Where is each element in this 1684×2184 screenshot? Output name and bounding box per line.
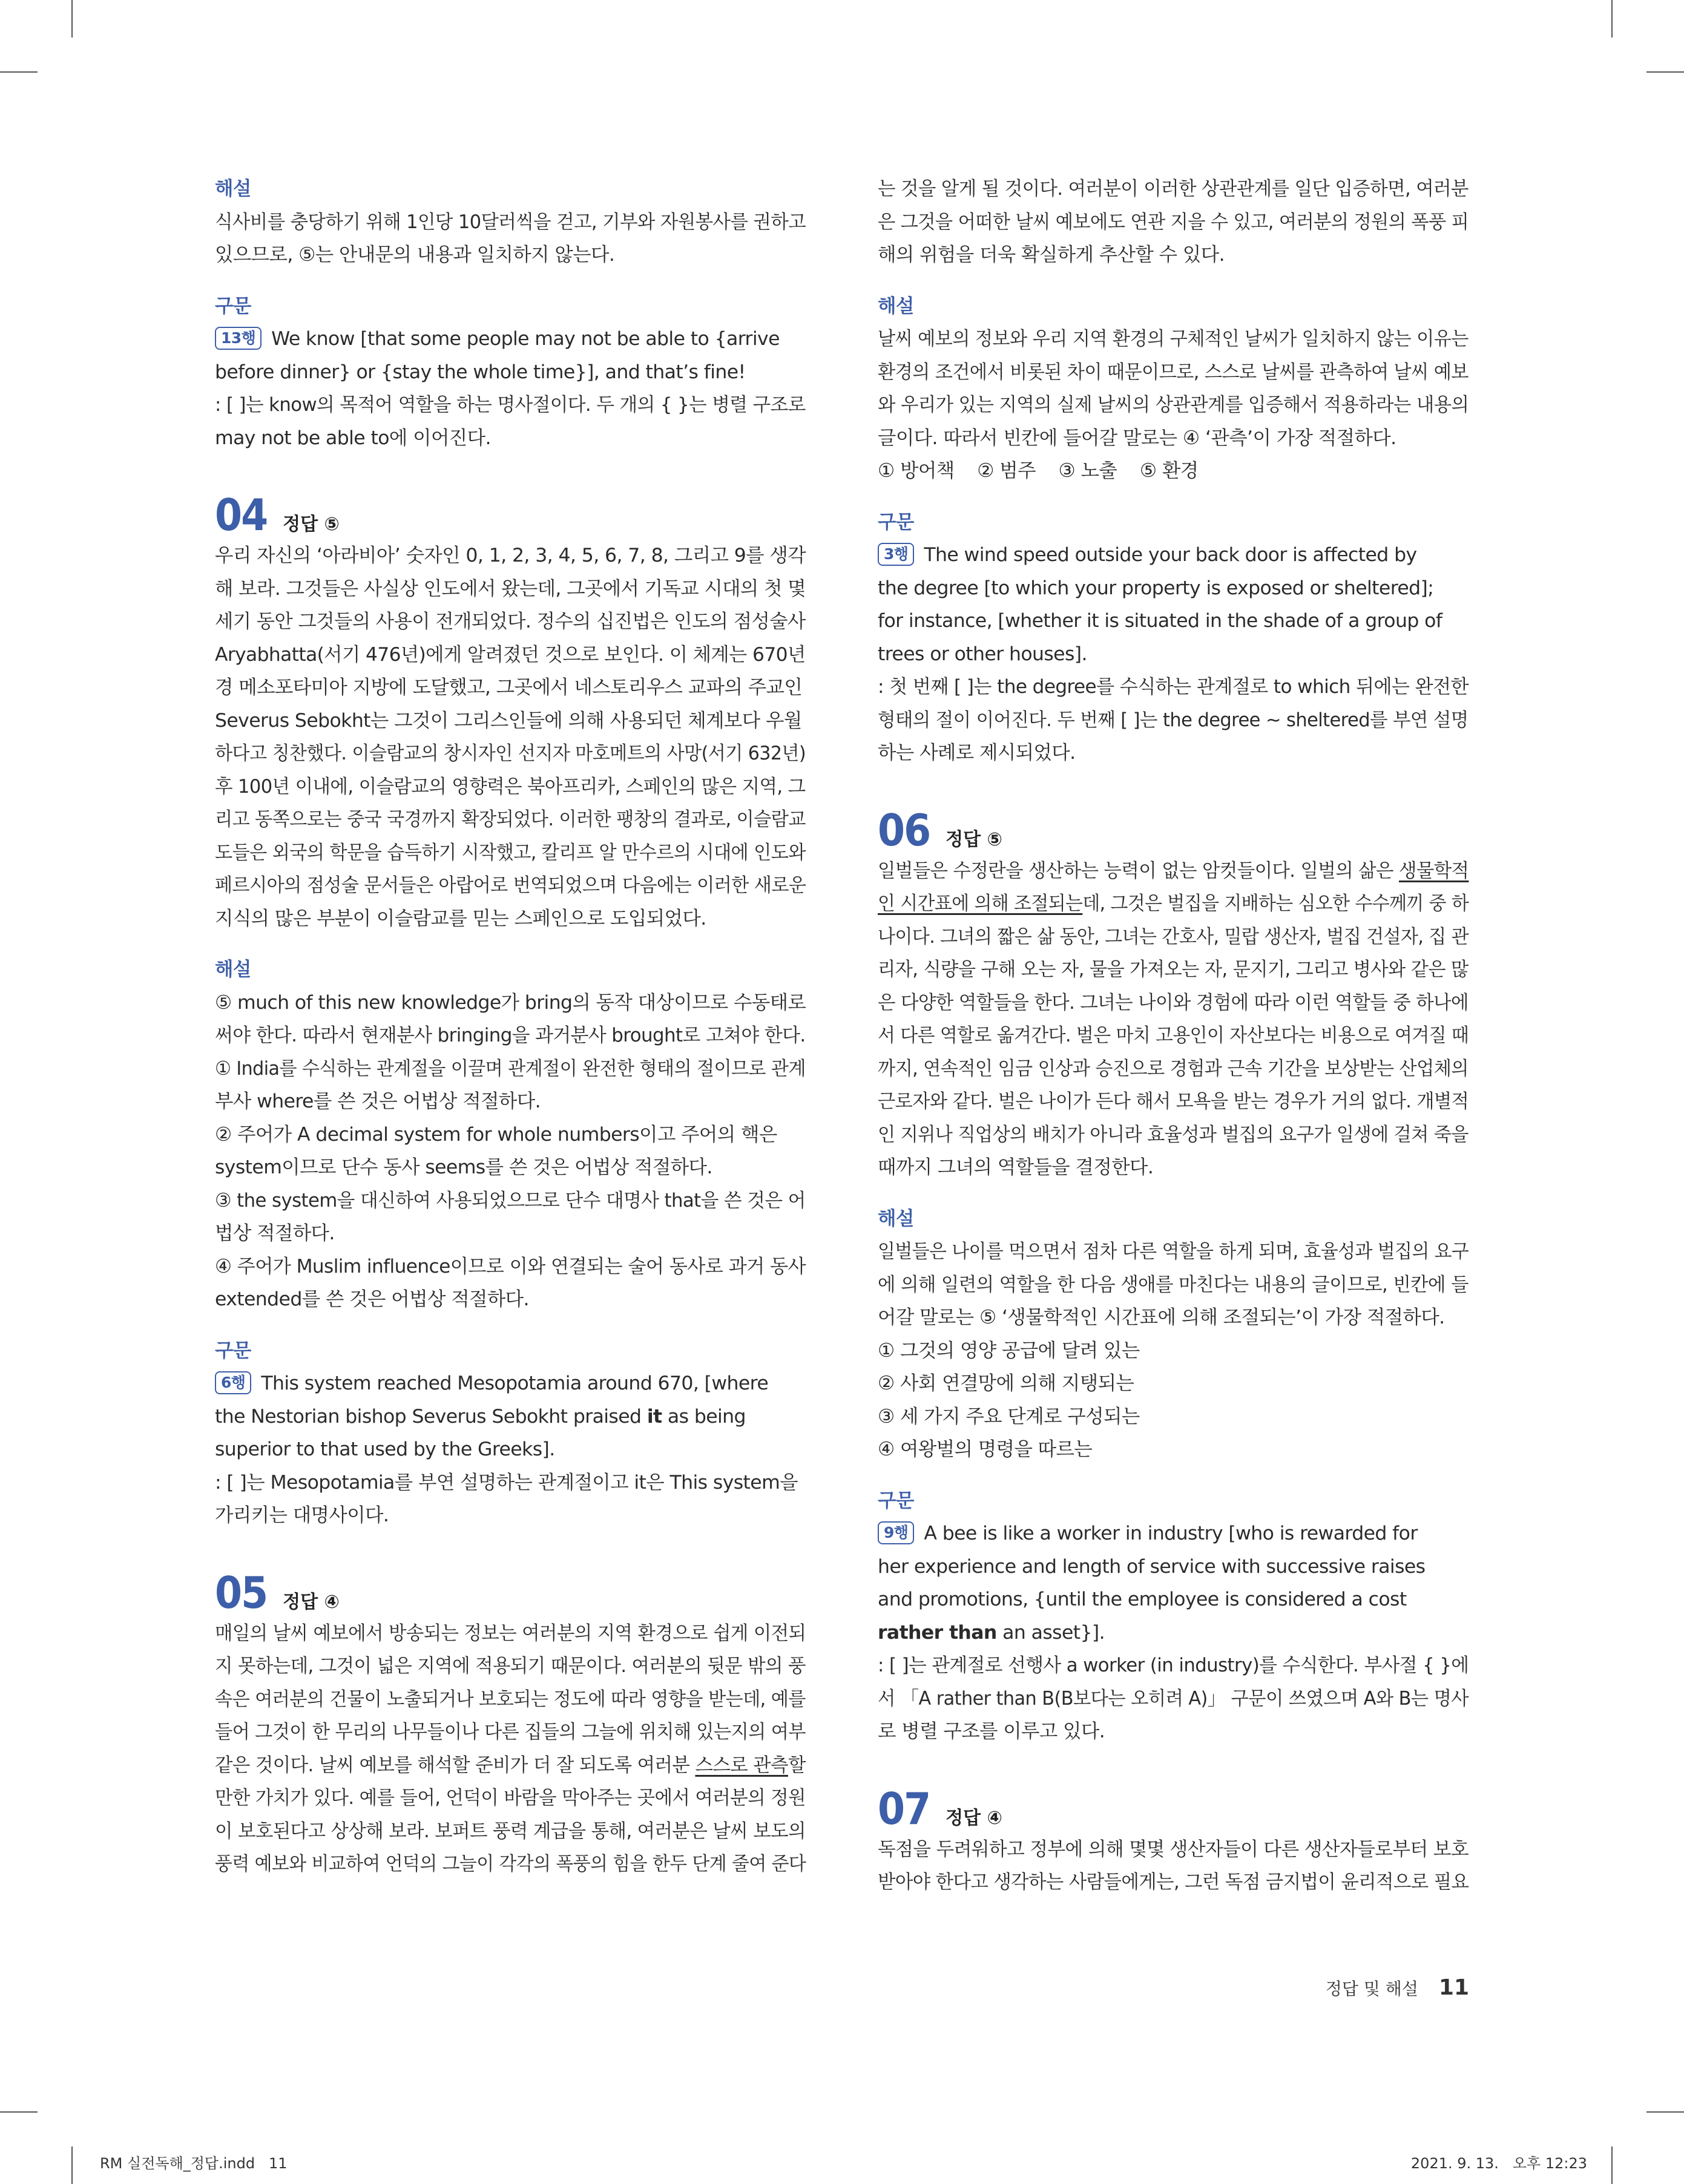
text-line: 지 못하는데, 그것이 넓은 지역에 적용되기 때문이다. 여러분의 뒷문 밖의 풍: [215, 1655, 806, 1677]
slug-date: 2021. 9. 13. 오후 12:23: [1410, 2155, 1587, 2172]
text-line: 글이다. 따라서 빈칸에 들어갈 말로는 ④ ‘관측’이 가장 적절하다.: [878, 427, 1396, 449]
text-line: 받아야 한다고 생각하는 사람들에게는, 그런 독점 금지법이 윤리적으로 필요: [878, 1871, 1469, 1893]
text-line: 은 그것을 어떠한 날씨 예보에도 연관 지을 수 있고, 여러분의 정원의 폭풍 피: [878, 211, 1469, 233]
text-line: 매일의 날씨 예보에서 방송되는 정보는 여러분의 지역 환경으로 쉽게 이전되: [215, 1622, 806, 1644]
text-line: 에 의해 일련의 역할을 한 다음 생애를 마친다는 내용의 글이므로, 빈칸에 들: [878, 1273, 1469, 1296]
question-header: [878, 1785, 1469, 1833]
crop-mark: [0, 2111, 38, 2113]
section-heading: 구문: [215, 295, 251, 317]
text-line: ③ 세 가지 주요 단계로 구성되는: [878, 1405, 1140, 1428]
text-line: 우리 자신의 ‘아라비아’ 숫자인 0, 1, 2, 3, 4, 5, 6, 7, 8, 그리고 9를 생각: [215, 545, 806, 566]
text-line: 로 병렬 구조를 이루고 있다.: [878, 1720, 1105, 1742]
text-line: and promotions, {until the employee is considered a cost: [878, 1589, 1407, 1610]
crop-mark: [71, 2146, 73, 2184]
text-line: 어갈 말로는 ⑤ ‘생물학적인 시간표에 의해 조절되는’이 가장 적절하다.: [878, 1307, 1445, 1328]
left-column: [215, 172, 806, 1881]
text-line: 근로자와 같다. 벌은 나이가 든다 해서 모욕을 받는 경우가 거의 없다. 개별적: [878, 1090, 1469, 1112]
text-line: 하는 사례로 제시되었다.: [878, 742, 1076, 764]
text-line: 경 메소포타미아 지방에 도달했고, 그곳에서 네스토리우스 교파의 주교인: [215, 677, 803, 698]
text-line: 풍력 예보와 비교하여 언덕의 그늘이 각각의 폭풍의 힘을 한두 단계 줄여 준다: [215, 1853, 806, 1875]
blank-answer: 인 시간표에 의해 조절되는: [878, 893, 1083, 914]
text-line: 가리키는 대명사이다.: [215, 1504, 389, 1526]
question-header: [215, 491, 806, 539]
text-line: 인 지위나 직업상의 배치가 아니라 효율성과 벌집의 요구가 일생에 걸쳐 죽을: [878, 1123, 1469, 1146]
question-header: [215, 1569, 806, 1617]
text-line: 은 다양한 역할들을 한다. 그녀는 나이와 경험에 따라 이런 역할들 중 하나에: [878, 991, 1469, 1014]
crop-mark: [1611, 0, 1613, 38]
text-line: 페르시아의 점성술 문서들은 아랍어로 번역되었으며 다음에는 이러한 새로운: [215, 874, 806, 896]
text-line: her experience and length of service with successive raises: [878, 1555, 1426, 1578]
text-line: 와 우리가 있는 지역의 실제 날씨의 상관관계를 입증해서 적용하라는 내용의: [878, 394, 1469, 416]
text-line: 해의 위험을 더욱 확실하게 추산할 수 있다.: [878, 244, 1225, 266]
text-line: 같은 것이다. 날씨 예보를 해석할 준비가 더 잘 되도록 여러분 스스로 관측할: [215, 1754, 806, 1776]
text-line: superior to that used by the Greeks].: [215, 1438, 555, 1460]
text-line: 인 시간표에 의해 조절되는데, 그것은 벌집을 지배하는 심오한 수수께끼 중 하: [878, 893, 1469, 914]
line-tag: 6행: [215, 1371, 251, 1394]
line-tag: 3행: [878, 543, 914, 566]
text-line: 도들은 외국의 학문을 습득하기 시작했고, 칼리프 알 만수르의 시대에 인도와: [215, 841, 806, 864]
text-line: 부사 where를 쓴 것은 어법상 적절하다.: [215, 1090, 541, 1112]
text-line: 법상 적절하다.: [215, 1222, 335, 1244]
crop-mark: [71, 0, 73, 38]
text-line: 리고 동쪽으로는 중국 국경까지 확장되었다. 이러한 팽창의 결과로, 이슬람교: [215, 808, 806, 830]
slug-filename: RM 실전독해_정답.indd 11: [100, 2155, 288, 2172]
section-heading: 해설: [878, 295, 914, 317]
text-line: 일벌들은 수정란을 생산하는 능력이 없는 암컷들이다. 일벌의 삶은 생물학적: [878, 859, 1469, 882]
question-number: 05: [215, 1567, 268, 1618]
text-line: Aryabhatta(서기 476년)에게 알려졌던 것으로 보인다. 이 체계는 670년: [215, 643, 806, 666]
text-line: extended를 쓴 것은 어법상 적절하다.: [215, 1288, 529, 1310]
text-line: 해 보라. 그것들은 사실상 인도에서 왔는데, 그곳에서 기독교 시대의 첫 몇: [215, 577, 806, 600]
text-line: Severus Sebokht는 그것이 그리스인들에 의해 사용되던 체계보다 우월: [215, 709, 802, 732]
text-line: 속은 여러분의 건물이 노출되거나 보호되는 정도에 따라 영향을 받는데, 예를: [215, 1688, 806, 1710]
text-line: 후 100년 이내에, 이슬람교의 영향력은 북아프리카, 스페인의 많은 지역, 그: [215, 775, 806, 798]
syntax-line: 13행 We know [that some people may not be able to {arrive: [215, 323, 806, 356]
text-line: 이 보호된다고 상상해 보라. 보퍼트 풍력 계급을 통해, 여러분은 날씨 보도의: [215, 1820, 806, 1842]
text-line: ② 사회 연결망에 의해 지탱되는: [878, 1372, 1134, 1394]
text-line: ③ the system을 대신하여 사용되었으므로 단수 대명사 that을 쓴 것은 어: [215, 1189, 806, 1212]
line-tag: 9행: [878, 1521, 914, 1544]
question-number: 07: [878, 1783, 930, 1834]
crop-mark: [1646, 2111, 1684, 2113]
text-line: the degree [to which your property is exposed or sheltered];: [878, 577, 1434, 599]
text-line: 서 「A rather than B(B보다는 오히려 A)」 구문이 쓰였으며 A와 B는 명사: [878, 1687, 1469, 1710]
section-heading: 구문: [878, 1489, 914, 1512]
section-heading: 해설: [215, 178, 251, 200]
page-number: 11: [1438, 1975, 1469, 2000]
text-line: 들어 그것이 한 무리의 나무들이나 다른 집들의 그늘에 위치해 있는지의 여부: [215, 1721, 806, 1743]
crop-mark: [1646, 71, 1684, 73]
answer-label: 정답 ④: [946, 1807, 1002, 1829]
text-line: 세기 동안 그것들의 사용이 전개되었다. 정수의 십진법은 인도의 점성술사: [215, 611, 806, 632]
question-header: [878, 806, 1469, 854]
text-line: 나이다. 그녀의 짧은 삶 동안, 그녀는 간호사, 밀랍 생산자, 벌집 건설자, 집 관: [878, 925, 1469, 948]
text-line: 일벌들은 나이를 먹으면서 점차 다른 역할을 하게 되며, 효율성과 벌집의 요구: [878, 1241, 1469, 1262]
text-line: 독점을 두려워하고 정부에 의해 몇몇 생산자들이 다른 생산자들로부터 보호: [878, 1838, 1469, 1860]
text-line: ④ 여왕벌의 명령을 따르는: [878, 1438, 1093, 1460]
right-column: [878, 172, 1469, 1899]
section-heading: 구문: [878, 511, 914, 533]
text-line: 형태의 절이 이어진다. 두 번째 [ ]는 the degree ~ sheltered를 부연 설명: [878, 709, 1469, 731]
text-line: ② 주어가 A decimal system for whole numbers이고 주어의 핵은: [215, 1123, 777, 1146]
answer-label: 정답 ⑤: [283, 514, 340, 535]
text-line: trees or other houses].: [878, 643, 1087, 665]
page-footer: [1326, 1975, 1469, 2000]
text-line: system이므로 단수 동사 seems를 쓴 것은 어법상 적절하다.: [215, 1156, 712, 1178]
text-line: 하다고 칭찬했다. 이슬람교의 창시자인 선지자 마호메트의 사망(서기 632년): [215, 743, 806, 764]
text-line: : [ ]는 Mesopotamia를 부연 설명하는 관계절이고 it은 This system을: [215, 1471, 798, 1494]
blank-answer: 스스로 관측: [695, 1754, 788, 1776]
text-line: ① 그것의 영양 공급에 달려 있는: [878, 1339, 1140, 1362]
syntax-line: 3행 The wind speed outside your back door is affected by: [878, 539, 1469, 572]
syntax-line: 9행 A bee is like a worker in industry [who is rewarded for: [878, 1517, 1469, 1550]
section-heading: 해설: [878, 1207, 914, 1230]
text-line: 는 것을 알게 될 것이다. 여러분이 이러한 상관관계를 일단 입증하면, 여러분: [878, 178, 1469, 200]
text-line: ① 방어책 ② 범주 ③ 노출 ⑤ 환경: [878, 460, 1199, 482]
text-line: 지식의 많은 부분이 이슬람교를 믿는 스페인으로 도입되었다.: [215, 907, 706, 930]
crop-mark: [0, 71, 38, 73]
text-line: 날씨 예보의 정보와 우리 지역 환경의 구체적인 날씨가 일치하지 않는 이유는: [878, 328, 1469, 350]
text-line: ⑤ much of this new knowledge가 bring의 동작 대상이므로 수동태로: [215, 991, 806, 1014]
text-line: : [ ]는 관계절로 선행사 a worker (in industry)를 수식한다. 부사절 { }에: [878, 1654, 1469, 1676]
question-number: 04: [215, 490, 268, 540]
text-line: 때까지 그녀의 역할들을 결정한다.: [878, 1156, 1154, 1178]
text-line: : 첫 번째 [ ]는 the degree를 수식하는 관계절로 to which 뒤에는 완전한: [878, 676, 1469, 698]
text-line: before dinner} or {stay the whole time}], and that’s fine!: [215, 361, 746, 383]
syntax-line: 6행 This system reached Mesopotamia around 670, [where: [215, 1367, 806, 1400]
text-line: 만한 가치가 있다. 예를 들어, 언덕이 바람을 막아주는 곳에서 여러분의 정원: [215, 1787, 806, 1809]
text-line: 있으므로, ⑤는 안내문의 내용과 일치하지 않는다.: [215, 244, 615, 266]
footer-label: 정답 및 해설: [1325, 1979, 1418, 1999]
section-heading: 구문: [215, 1339, 251, 1362]
answer-label: 정답 ④: [283, 1591, 340, 1613]
text-line: 서 다른 역할로 옮겨간다. 벌은 마치 고용인이 자산보다는 비용으로 여겨질 때: [878, 1025, 1469, 1046]
text-line: ④ 주어가 Muslim influence이므로 이와 연결되는 술어 동사로 과거 동사: [215, 1255, 806, 1277]
text-line: 환경의 조건에서 비롯된 차이 때문이므로, 스스로 날씨를 관측하여 날씨 예보: [878, 361, 1469, 383]
text-line: 써야 한다. 따라서 현재분사 bringing을 과거분사 brought로 고쳐야 한다.: [215, 1025, 806, 1046]
answer-label: 정답 ⑤: [946, 828, 1002, 850]
text-line: 식사비를 충당하기 위해 1인당 10달러씩을 걷고, 기부와 자원봉사를 권하고: [215, 211, 806, 233]
text-line: : [ ]는 know의 목적어 역할을 하는 명사절이다. 두 개의 { }는 병렬 구조로: [215, 394, 806, 416]
text-line: 리자, 식량을 구해 오는 자, 물을 가져오는 자, 문지기, 그리고 병사와 같은 많: [878, 959, 1469, 980]
text-line: the Nestorian bishop Severus Sebokht praised it as being: [215, 1405, 746, 1428]
text-line: ① India를 수식하는 관계절을 이끌며 관계절이 완전한 형태의 절이므로 관계: [215, 1057, 806, 1080]
text-line: for instance, [whether it is situated in the shade of a group of: [878, 610, 1442, 632]
text-line: 까지, 연속적인 임금 인상과 승진으로 경험과 근속 기간을 보상받는 산업체의: [878, 1057, 1469, 1080]
blank-answer: 생물학적: [1398, 859, 1469, 882]
section-heading: 해설: [215, 959, 251, 980]
question-number: 06: [878, 804, 930, 856]
text-line: rather than an asset}].: [878, 1621, 1105, 1644]
text-line: may not be able to에 이어진다.: [215, 427, 491, 449]
crop-mark: [1611, 2146, 1613, 2184]
line-tag: 13행: [215, 327, 261, 350]
